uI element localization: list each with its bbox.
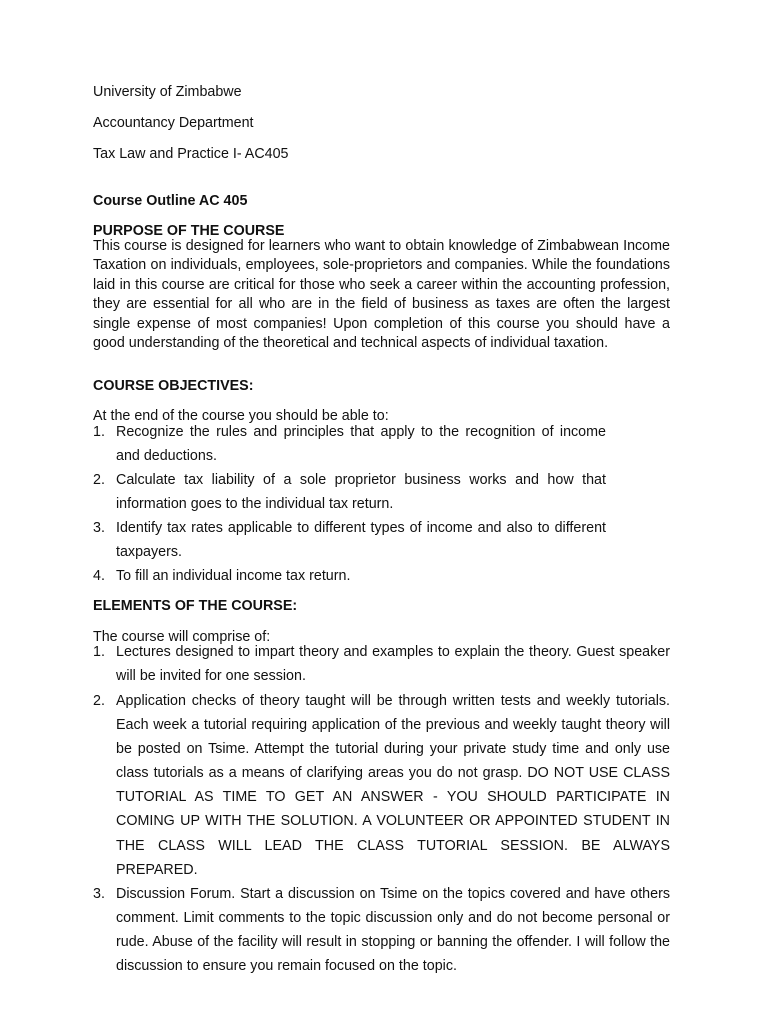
outline-title: Course Outline AC 405 bbox=[93, 193, 248, 209]
element-text: Application checks of theory taught will be through written tests and weekly tutorials. Each week a tutorial requiring application of the previous and weekly taught theory will be posted on Tsime. Attempt the tutorial during your private study time and only use class tutorials as a means of clarifying areas you do not grasp. DO NOT USE CLASS TUTORIAL AS TIME TO GET AN ANSWER - YOU SHOULD PARTICIPATE IN COMING UP WITH THE SOLUTION. A VOLUNTEER OR APPOINTED STUDENT IN THE CLASS WILL LEAD THE CLASS TUTORIAL SESSION. BE ALWAYS PREPARED. bbox=[116, 693, 670, 878]
department-name: Accountancy Department bbox=[93, 115, 254, 131]
element-text: Lectures designed to impart theory and examples to explain the theory. Guest speaker will be invited for one session. bbox=[116, 644, 670, 685]
objective-text: Identify tax rates applicable to different types of income and also to different taxpayers. bbox=[116, 520, 606, 561]
list-number: 2. bbox=[93, 693, 105, 709]
list-number: 3. bbox=[93, 520, 105, 536]
objectives-heading: COURSE OBJECTIVES: bbox=[93, 378, 254, 394]
list-number: 2. bbox=[93, 472, 105, 488]
purpose-paragraph: This course is designed for learners who want to obtain knowledge of Zimbabwean Income Taxation on individuals, employees, sole-proprietors and companies. While the foundations laid in this course are critical for those who seek a career within the accounting profession, they are essential for all who are in the field of business as taxes are often the largest single expense of most companies! Upon completion of this course you should have a good understanding of the theoretical and technical aspects of individual taxation. bbox=[93, 238, 670, 352]
objective-text: Recognize the rules and principles that apply to the recognition of income and deductions. bbox=[116, 424, 606, 465]
purpose-heading: PURPOSE OF THE COURSE bbox=[93, 223, 285, 239]
university-name: University of Zimbabwe bbox=[93, 84, 242, 100]
elements-heading: ELEMENTS OF THE COURSE: bbox=[93, 598, 298, 614]
list-number: 3. bbox=[93, 886, 105, 902]
list-number: 1. bbox=[93, 424, 105, 440]
objectives-intro: At the end of the course you should be able to: bbox=[93, 408, 389, 424]
list-number: 1. bbox=[93, 644, 105, 660]
objective-text: Calculate tax liability of a sole proprietor business works and how that information goes to the individual tax return. bbox=[116, 472, 606, 513]
elements-intro: The course will comprise of: bbox=[93, 629, 271, 645]
element-text: Discussion Forum. Start a discussion on Tsime on the topics covered and have others comment. Limit comments to the topic discussion only and do not become personal or rude. Abuse of the facility will result in stopping or banning the offender. I will follow the discussion to ensure you remain focused on the topic. bbox=[116, 886, 670, 975]
list-number: 4. bbox=[93, 568, 105, 584]
course-title: Tax Law and Practice I- AC405 bbox=[93, 146, 289, 162]
objective-text: To fill an individual income tax return. bbox=[116, 568, 351, 584]
